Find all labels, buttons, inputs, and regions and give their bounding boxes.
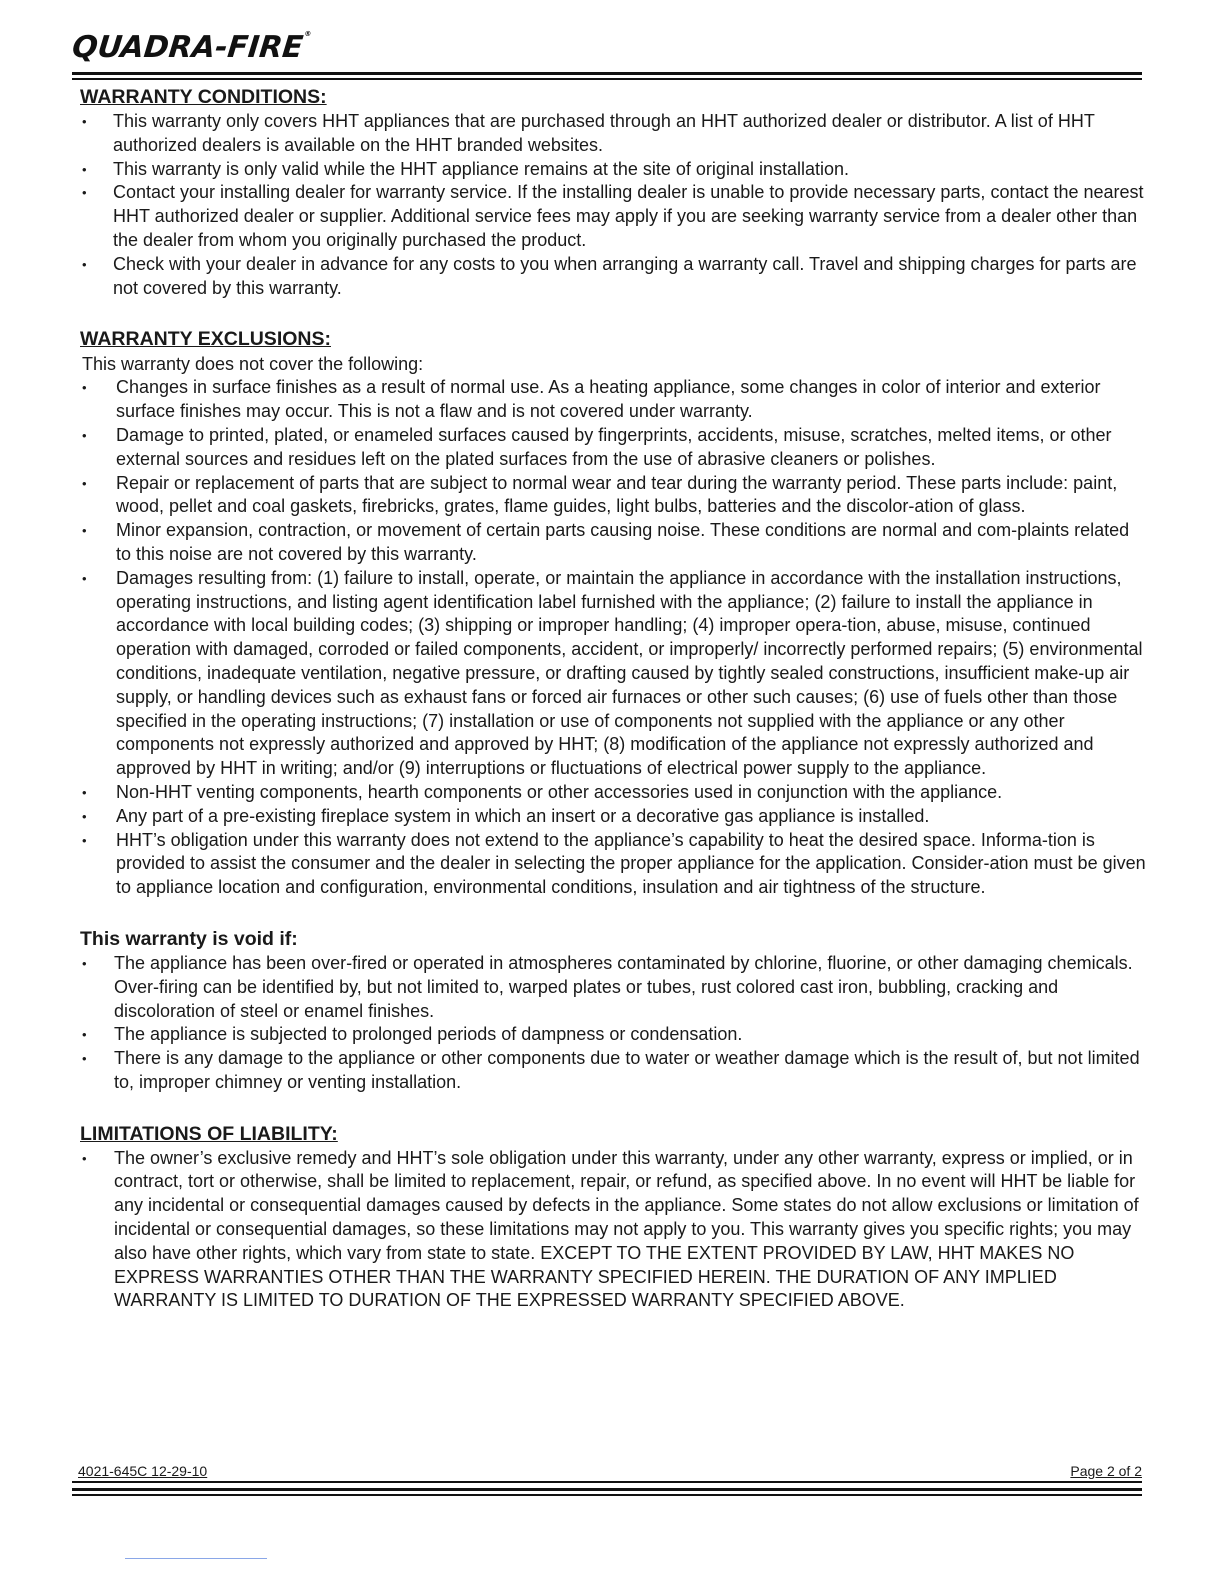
list-item: • Damages resulting from: (1) failure to install, operate, or maintain the appliance in accordance with the installation instructions, operating instructions, and listing agent identification label furnished with the appliance; (2) failure to install the appliance in accordance with local building codes; (3) shipping or improper handling; (4) improper opera-tion, abuse, misuse, continued operation with damaged, corroded or failed components, accident, or improperly/ incorrectly performed repairs; (5) environmental conditions, inadequate ventilation, negative pressure, or drafting caused by tightly sealed constructions, insufficient make-up air supply, or handling devices such as exhaust fans or forced air furnaces or other such causes; (6) use of fuels other than those specified in the operating instructions; (7) installation or use of components not supplied with the appliance or any other components not expressly authorized and approved by HHT; (8) modification of the appliance not expressly authorized and approved by HHT in writing; and/or (9) interruptions or fluctuations of electrical power supply to the appliance. [72,567,1146,781]
list-item: • The owner’s exclusive remedy and HHT’s sole obligation under this warranty, under any other warranty, express or implied, or in contract, tort or otherwise, shall be limited to replacement, repair, or refund, as specified above. In no event will HHT be liable for any incidental or consequential damages caused by defects in the appliance. Some states do not allow exclusions or limitation of incidental or consequential damages, so these limitations may not apply to you. This warranty gives you specific rights; you may also have other rights, which vary from state to state. EXCEPT TO THE EXTENT PROVIDED BY LAW, HHT MAKES NO EXPRESS WARRANTIES OTHER THAN THE WARRANTY SPECIFIED HEREIN. THE DURATION OF ANY IMPLIED WARRANTY IS LIMITED TO DURATION OF THE EXPRESSED WARRANTY SPECIFIED ABOVE. [72,1147,1146,1314]
quadra-fire-logo [70,30,312,70]
footer-rule-thin-bottom [72,1494,1142,1496]
section-warranty-void [72,926,1146,1095]
conditions-list [72,110,1146,300]
list-item: • Any part of a pre-existing fireplace system in which an insert or a decorative gas appliance is installed. [72,805,1146,829]
exclusions-list [72,376,1146,900]
list-item: • HHT’s obligation under this warranty does not extend to the appliance’s capability to heat the desired space. Informa-tion is provided to assist the consumer and the dealer in selecting the proper appliance for the application. Consider-ation must be given to appliance location and configuration, environmental conditions, insulation and air tightness of the structure. [72,829,1146,900]
section-warranty-exclusions [72,326,1146,900]
list-item: • Repair or replacement of parts that are subject to normal wear and tear during the warranty period. These parts include: paint, wood, pellet and coal gaskets, firebricks, grates, flame guides, light bulbs, batteries and the discolor-ation of glass. [72,472,1146,520]
list-item: • This warranty only covers HHT appliances that are purchased through an HHT authorized dealer or distributor. A list of HHT authorized dealers is available on the HHT branded websites. [72,110,1146,158]
section-intro: This warranty does not cover the following: [82,354,424,375]
void-conditions-list [72,952,1146,1095]
link-underline-artifact [125,1558,267,1559]
list-item: • Non-HHT venting components, hearth components or other accessories used in conjunction with the appliance. [72,781,1146,805]
header-rule-thick [72,72,1142,75]
list-item: • Minor expansion, contraction, or movement of certain parts causing noise. These conditions are normal and com-plaints related to this noise are not covered by this warranty. [72,519,1146,567]
logo-text: QUADRA-FIRE [70,30,305,65]
page-number: Page 2 of 2 [1070,1463,1142,1479]
section-warranty-conditions [72,84,1146,300]
list-item: • There is any damage to the appliance or other components due to water or weather damage which is the result of, but not limited to, improper chimney or venting installation. [72,1047,1146,1095]
list-item: • Check with your dealer in advance for any costs to you when arranging a warranty call. Travel and shipping charges for parts are not covered by this warranty. [72,253,1146,301]
section-title: LIMITATIONS OF LIABILITY: [80,1122,338,1145]
document-number: 4021-645C 12-29-10 [78,1463,208,1479]
limitations-list [72,1147,1146,1314]
list-item: • Contact your installing dealer for warranty service. If the installing dealer is unable to provide necessary parts, contact the nearest HHT authorized dealer or supplier. Additional service fees may apply if you are seeking warranty service from a dealer other than the dealer from whom you originally purchased the product. [72,181,1146,252]
footer-rule-thin-top [72,1481,1142,1483]
list-item: • Damage to printed, plated, or enameled surfaces caused by fingerprints, accidents, misuse, scratches, melted items, or other external sources and residues left on the plated surfaces from the use of abrasive cleaners or polishes. [72,424,1146,472]
footer-rule-thick [72,1488,1142,1491]
registered-mark: ® [303,30,312,38]
section-title: WARRANTY CONDITIONS: [80,86,327,108]
warranty-content [72,84,1146,1313]
header-rule-thin [72,78,1142,80]
section-title: This warranty is void if: [80,927,298,950]
list-item: • This warranty is only valid while the HHT appliance remains at the site of original installation. [72,158,1146,182]
list-item: • The appliance is subjected to prolonged periods of dampness or condensation. [72,1023,1146,1047]
list-item: • Changes in surface finishes as a result of normal use. As a heating appliance, some changes in color of interior and exterior surface finishes may occur. This is not a flaw and is not covered under warranty. [72,376,1146,424]
list-item: • The appliance has been over-fired or operated in atmospheres contaminated by chlorine, fluorine, or other damaging chemicals. Over-firing can be identified by, but not limited to, warped plates or tubes, rust colored cast iron, bubbling, cracking and discoloration of steel or enamel finishes. [72,952,1146,1023]
section-limitations-of-liability [72,1121,1146,1314]
section-title: WARRANTY EXCLUSIONS: [80,328,331,351]
